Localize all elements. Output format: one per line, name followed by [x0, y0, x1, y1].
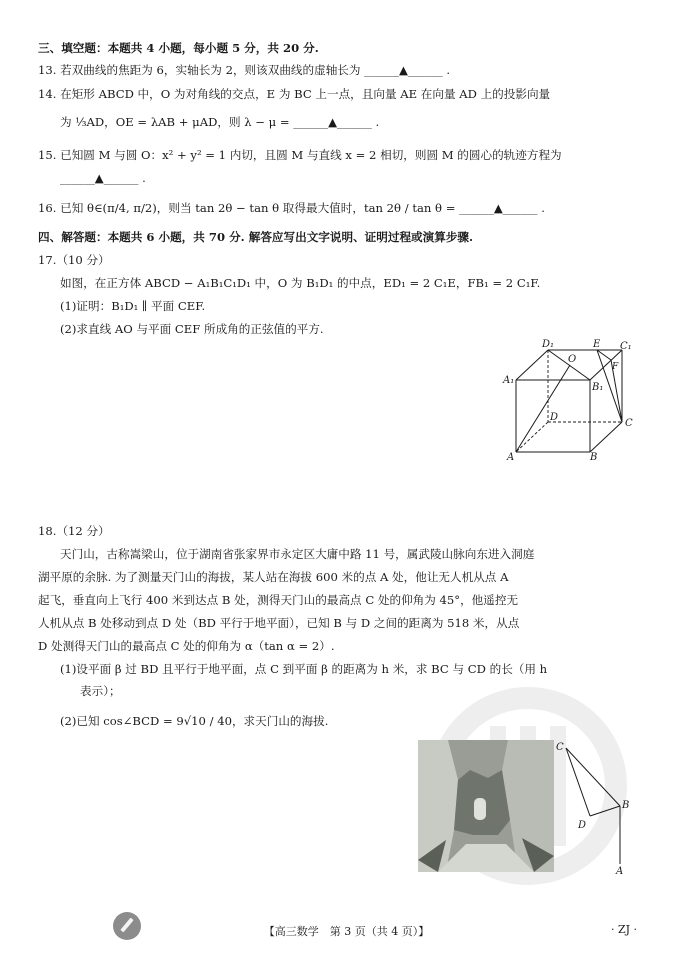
question-13: 13. 若双曲线的焦距为 6，实轴长为 2，则该双曲线的虚轴长为 ______▲______ . [38, 63, 451, 77]
mountain-label-a: A [616, 866, 624, 876]
question-18-part1-line1: (1)设平面 β 过 BD 且平行于地平面，点 C 到平面 β 的距离为 h 米，求 BC 与 CD 的长（用 h [60, 662, 548, 676]
cube-label-b1: B₁ [592, 382, 604, 393]
question-17-part1: (1)证明：B₁D₁ ∥ 平面 CEF. [60, 299, 206, 313]
question-18-part1-line2: 表示）； [80, 684, 121, 698]
mountain-label-b: B [622, 800, 630, 811]
question-18-line3: 起飞，垂直向上飞行 400 米到达点 B 处，测得天门山的最高点 C 处的仰角为 45°，他遥控无 [38, 593, 519, 607]
cube-figure [498, 336, 648, 464]
cube-label-c1: C₁ [620, 341, 632, 352]
question-18-line5: D 处测得天门山的最高点 C 处的仰角为 α（tan α = 2）. [38, 639, 335, 653]
mountain-label-d: D [578, 820, 587, 831]
page-footer: 【高三数学 第 3 页（共 4 页）】 [263, 925, 430, 938]
mountain-label-c: C [556, 742, 564, 753]
cube-label-d: D [550, 412, 559, 423]
footer-code: · ZJ · [610, 923, 637, 936]
cube-label-f: F [612, 362, 619, 372]
question-18-part2: (2)已知 cos∠BCD = 9√10 / 40，求天门山的海拔. [60, 714, 329, 728]
cube-label-c: C [625, 418, 633, 429]
cube-label-d1: D₁ [542, 339, 555, 350]
cube-label-e: E [593, 339, 601, 350]
question-18-line1: 天门山，古称嵩梁山，位于湖南省张家界市永定区大庸中路 11 号，属武陵山脉向东进入洞庭 [60, 547, 535, 561]
question-14-line1: 14. 在矩形 ABCD 中，O 为对角线的交点，E 为 BC 上一点，且向量 AE 在向量 AD 上的投影向量 [38, 87, 551, 101]
question-17-stem: 如图，在正方体 ABCD − A₁B₁C₁D₁ 中，O 为 B₁D₁ 的中点，ED₁ = 2 C₁E，FB₁ = 2 C₁F. [60, 276, 541, 290]
question-15-line1: 15. 已知圆 M 与圆 O：x² + y² = 1 内切，且圆 M 与直线 x = 2 相切，则圆 M 的圆心的轨迹方程为 [38, 148, 562, 162]
mountain-photo-drawing [418, 740, 554, 872]
cube-label-a: A [507, 452, 515, 463]
cube-label-a1: A₁ [503, 375, 515, 386]
question-17-number: 17.（10 分） [38, 253, 110, 267]
question-18-line2: 湖平原的余脉. 为了测量天门山的海拔，某人站在海拔 600 米的点 A 处，他让无人机从点 A [38, 570, 509, 584]
question-18-number: 18.（12 分） [38, 524, 110, 538]
question-17-part2: (2)求直线 AO 与平面 CEF 所成角的正弦值的平方. [60, 322, 324, 336]
mountain-photo [418, 740, 554, 872]
section4-heading: 四、解答题：本题共 6 小题，共 70 分. 解答应写出文字说明、证明过程或演算步骤. [38, 230, 474, 244]
question-16: 16. 已知 θ∈(π/4, π/2)，则当 tan 2θ − tan θ 取得最大值时，tan 2θ / tan θ = ______▲______ . [38, 201, 545, 215]
question-18-line4: 人机从点 B 处移动到点 D 处（BD 平行于地平面），已知 B 与 D 之间的距离为 518 米，从点 [38, 616, 520, 630]
question-15-line2: ______▲______ . [60, 171, 146, 185]
cube-label-o: O [568, 354, 577, 365]
mountain-diagram [556, 738, 636, 876]
section3-heading: 三、填空题：本题共 4 小题，每小题 5 分，共 20 分. [38, 41, 319, 55]
cube-label-b: B [590, 452, 598, 463]
question-14-line2: 为 ⅓AD，OE = λAB + μAD，则 λ − μ = ______▲______ . [60, 115, 380, 129]
